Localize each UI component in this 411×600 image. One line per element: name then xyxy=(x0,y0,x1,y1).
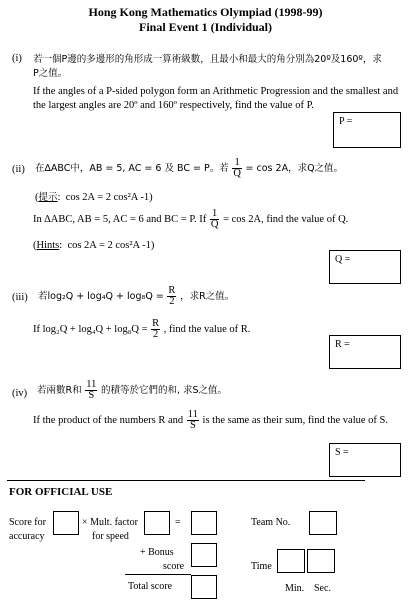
time-seconds-box[interactable] xyxy=(307,549,335,573)
mult-factor-box[interactable] xyxy=(144,511,170,535)
score-for-label: Score for xyxy=(9,517,46,528)
time-minutes-box[interactable] xyxy=(277,549,305,573)
answer-box-s[interactable] xyxy=(329,443,401,477)
q2-hint-en: (Hints: cos 2A = 2 cos²A -1) xyxy=(33,240,155,251)
total-score-box[interactable] xyxy=(191,575,217,599)
answer-label-s: S = xyxy=(335,447,349,458)
time-label: Time xyxy=(251,561,272,572)
mult-factor-label: × Mult. factor xyxy=(82,517,138,528)
q3-chinese: 若log₂Q + log₄Q + log₈Q = $\frac{R}{2}$ ，求R之值。 xyxy=(38,285,235,307)
team-no-label: Team No. xyxy=(251,517,291,528)
official-use-heading: FOR OFFICIAL USE xyxy=(9,486,113,498)
q3-label: (iii) xyxy=(12,292,28,303)
q2-label: (ii) xyxy=(12,164,25,175)
page-title: Hong Kong Mathematics Olympiad (1998-99) xyxy=(88,5,323,19)
for-speed-label: for speed xyxy=(92,531,129,542)
section-divider xyxy=(7,480,365,481)
event-subtitle: Final Event 1 (Individual) xyxy=(138,20,273,34)
total-score-rule xyxy=(125,574,191,575)
q1-english-line2: the largest angles are 20º and 160º respectively, find the value of P. xyxy=(33,100,314,111)
team-no-box[interactable] xyxy=(309,511,337,535)
answer-box-r[interactable] xyxy=(329,335,401,369)
answer-box-q[interactable] xyxy=(329,250,401,284)
min-label: Min. xyxy=(285,583,305,594)
q2-chinese: 在∆ABC中，AB = 5, AC = 6 及 BC = P。若 $\frac{1}{Q}$ = cos 2A，求Q之值。 xyxy=(35,157,344,179)
accuracy-label: accuracy xyxy=(9,531,45,542)
q1-chinese: 若一個P邊的多邊形的角形成一算術級數，且最小和最大的角分別為20º及160º，求P之值。 xyxy=(33,54,382,79)
product-score-box[interactable] xyxy=(191,511,217,535)
answer-label-q: Q = xyxy=(335,254,351,265)
plus-bonus-label: + Bonus xyxy=(140,547,174,558)
total-score-label: Total score xyxy=(128,581,173,592)
answer-label-p: P = xyxy=(339,116,353,127)
q2-english: In ∆ABC, AB = 5, AC = 6 and BC = P. If $\frac{1}{Q}$ = cos 2A, find the value of Q. xyxy=(33,208,349,230)
q4-label: (iv) xyxy=(12,388,28,399)
q3-english: If log₂Q + log₄Q + log₈Q = $\frac{R}{2}$ , find the value of R. xyxy=(33,318,251,340)
equals-sign: = xyxy=(175,517,181,528)
bonus-score-box[interactable] xyxy=(191,543,217,567)
answer-label-r: R = xyxy=(335,339,350,350)
q4-chinese: 若兩數R和 $\frac{11}{S}$ 的積等於它們的和, 求S之值。 xyxy=(37,379,228,401)
q1-english-line1: If the angles of a P-sided polygon form an Arithmetic Progression and the smallest and xyxy=(33,86,399,97)
q4-english: If the product of the numbers R and $\frac{11}{S}$ is the same as their sum, find the value of S. xyxy=(33,409,389,431)
q2-hint-zh: (提示: cos 2A = 2 cos²A -1) xyxy=(35,192,153,203)
answer-box-p[interactable] xyxy=(333,112,401,148)
bonus-score-label: score xyxy=(163,561,185,572)
accuracy-score-box[interactable] xyxy=(53,511,79,535)
q1-label: (i) xyxy=(12,53,22,64)
sec-label: Sec. xyxy=(314,583,331,594)
